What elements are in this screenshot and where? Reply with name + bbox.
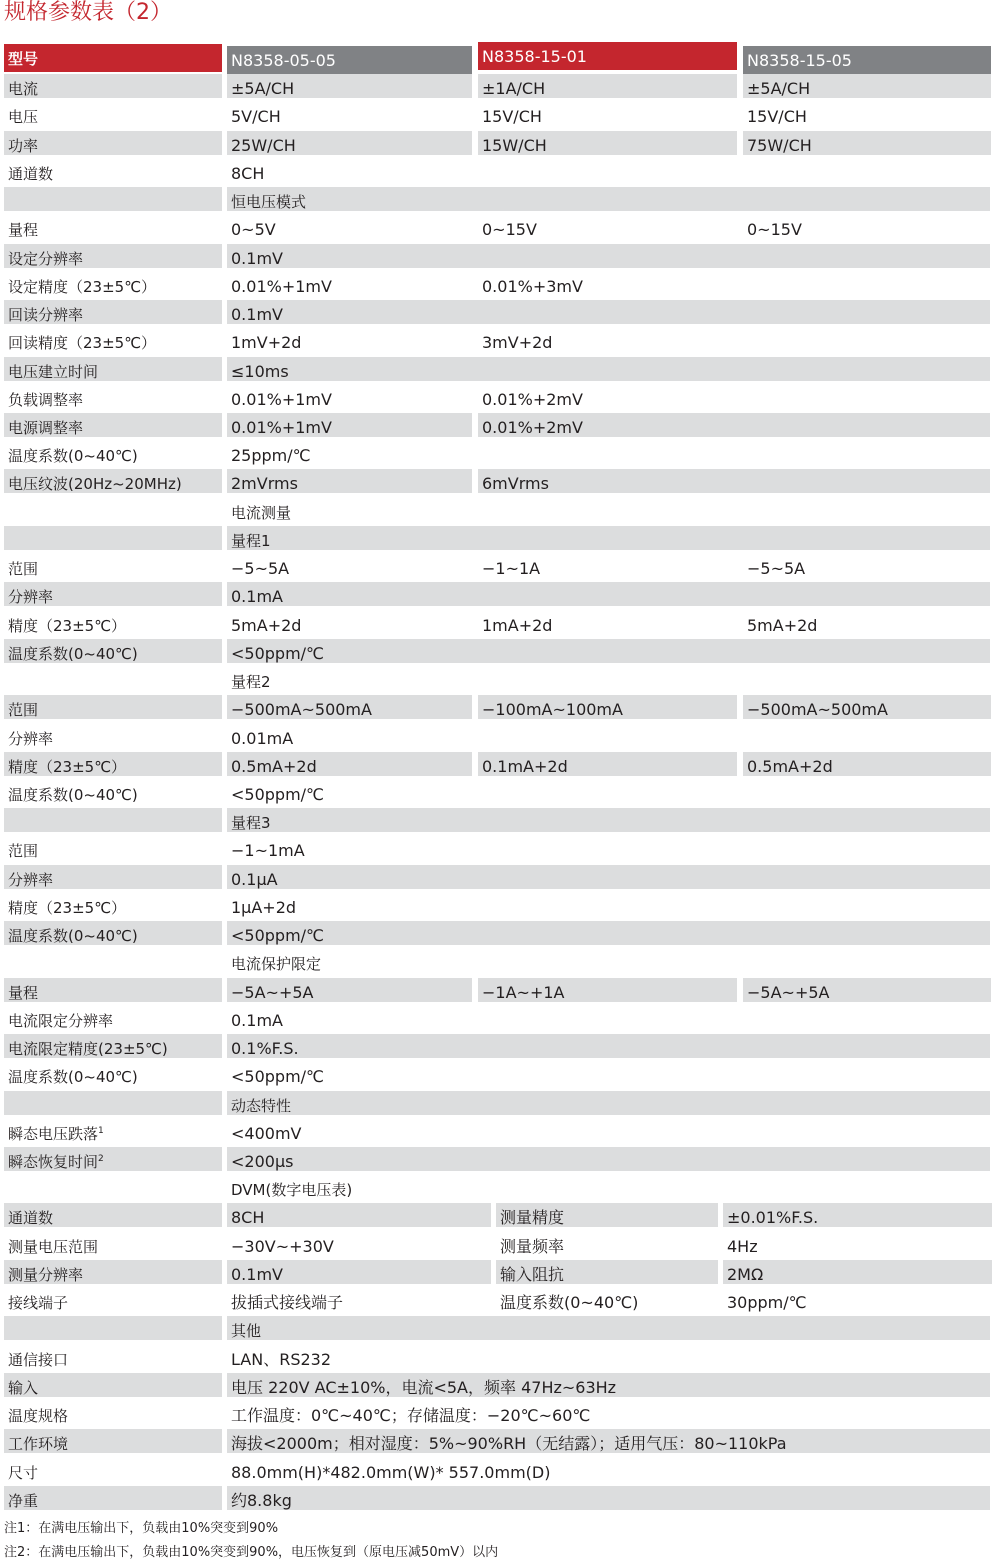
row-value: 1μA+2d [231,898,297,917]
row-value: 0.5mA+2d [227,752,472,776]
footnote-marker: 1 [98,1126,104,1136]
row-label: 功率 [4,131,222,155]
footnote-2: 注2：在满电压输出下，负载由10%突变到90%，电压恢复到（原电压减50mV）以内 [4,1545,499,1560]
row-value: 0.1mA [227,582,990,606]
row-label [4,526,222,550]
row-label: 负载调整率 [8,391,84,409]
section-heading: 电流保护限定 [231,955,322,973]
row-value: ±1A/CH [478,74,737,98]
footnote-marker: 2 [98,1154,104,1164]
header-model-2: N8358-15-01 [478,42,737,70]
row-value: 1mV+2d [231,333,302,352]
row-sublabel: 温度系数(0~40℃) [500,1293,639,1312]
row-value: −1A~+1A [478,978,737,1002]
row-label: 尺寸 [8,1464,39,1482]
row-value: 约8.8kg [227,1486,990,1510]
row-label: 范围 [8,842,39,860]
row-label: 测量分辨率 [4,1260,222,1284]
row-value: 0.1mA [231,1011,283,1030]
row-value: 5mA+2d [231,616,302,635]
row-value: ±0.01%F.S. [723,1203,992,1227]
row-value: −1~1mA [231,841,305,860]
row-value: −500mA~500mA [743,695,991,719]
row-value: 1mA+2d [482,616,553,635]
row-label: 电流限定精度(23±5℃) [4,1034,222,1058]
row-value: LAN、RS232 [231,1350,332,1369]
row-value: 0~15V [482,220,537,239]
row-value: 8CH [227,1203,491,1227]
row-value: 0.01%+1mV [231,390,332,409]
row-label: 通道数 [8,165,54,183]
row-label: 电流 [4,74,222,98]
row-value: 拔插式接线端子 [231,1293,344,1312]
row-value: 2mVrms [227,469,472,493]
row-value: 0.01%+3mV [482,277,583,296]
row-value: −1~1A [482,559,541,578]
row-label [4,667,222,691]
section-heading: 量程2 [231,673,271,691]
row-label [4,808,222,832]
section-heading: 恒电压模式 [227,187,990,211]
row-value: 5V/CH [231,107,281,126]
row-label: 范围 [4,695,222,719]
row-value: −5~5A [747,559,806,578]
section-heading: 电流测量 [231,504,292,522]
row-label: 分辨率 [8,730,54,748]
row-value: 5mA+2d [747,616,818,635]
row-value: 电压 220V AC±10%，电流<5A，频率 47Hz~63Hz [227,1373,990,1397]
row-label: 电流限定分辨率 [8,1012,114,1030]
row-value: 88.0mm(H)*482.0mm(W)* 557.0mm(D) [231,1463,551,1482]
row-label [4,1175,222,1199]
row-value: 15W/CH [478,131,737,155]
row-label: 量程 [4,978,222,1002]
row-value: 0~5V [231,220,276,239]
row-value: 25W/CH [227,131,472,155]
row-label: 通道数 [4,1203,222,1227]
row-label: 设定分辨率 [4,244,222,268]
header-model-3: N8358-15-05 [743,46,991,74]
row-label: 设定精度（23±5℃） [8,278,157,296]
row-value: −100mA~100mA [478,695,737,719]
section-heading: DVM(数字电压表) [231,1181,353,1199]
row-value: <200μs [227,1147,990,1171]
header-label: 型号 [4,44,222,72]
row-sublabel: 测量精度 [496,1203,718,1227]
row-value: <50ppm/℃ [231,1067,325,1086]
row-label: 工作环境 [4,1429,222,1453]
row-value: ≤10ms [227,357,990,381]
row-value: 15V/CH [482,107,542,126]
page-title: 规格参数表（2） [4,0,172,25]
footnote-1: 注1：在满电压输出下，负载由10%突变到90% [4,1521,279,1536]
section-heading: 量程1 [227,526,990,550]
row-label: 净重 [4,1486,222,1510]
row-value: 0.1mA+2d [478,752,737,776]
row-value: 0.1mV [227,300,990,324]
row-label: 温度系数(0~40℃) [4,921,222,945]
row-value: −500mA~500mA [227,695,472,719]
section-heading: 动态特性 [227,1091,990,1115]
row-sublabel: 输入阻抗 [496,1260,718,1284]
row-value: 3mV+2d [482,333,553,352]
row-value: 25ppm/℃ [231,446,311,465]
row-value: 6mVrms [478,469,990,493]
row-label: 电源调整率 [4,413,222,437]
row-value: <50ppm/℃ [227,921,990,945]
row-value: 8CH [231,164,265,183]
row-label: 输入 [4,1373,222,1397]
row-label: 瞬态电压跌落$^1$ [8,1125,104,1143]
row-value: <50ppm/℃ [231,785,325,804]
row-label: 温度规格 [8,1407,69,1425]
row-label: 瞬态恢复时间$^2$ [4,1147,222,1171]
row-label: 回读精度（23±5℃） [8,334,157,352]
row-value: 4Hz [727,1237,758,1256]
row-label: 精度（23±5℃） [4,752,222,776]
section-heading: 量程3 [227,808,990,832]
row-value: 工作温度：0℃~40℃；存储温度：−20℃~60℃ [231,1406,591,1425]
row-value: 海拔<2000m；相对湿度：5%~90%RH（无结露）；适用气压：80~110kPa [227,1429,990,1453]
row-value: 0.01%+2mV [478,413,990,437]
row-value: 0~15V [747,220,802,239]
row-value: 2MΩ [723,1260,992,1284]
row-value: 75W/CH [743,131,991,155]
row-label: 分辨率 [4,865,222,889]
header-model-1: N8358-05-05 [227,46,472,74]
row-value: −5~5A [231,559,290,578]
row-sublabel: 测量频率 [500,1237,565,1256]
row-label: 测量电压范围 [8,1238,99,1256]
row-value: −30V~+30V [231,1237,334,1256]
row-label: 范围 [8,560,39,578]
row-label: 分辨率 [4,582,222,606]
row-label: 回读分辨率 [4,300,222,324]
row-value: ±5A/CH [227,74,472,98]
row-value: 0.1mV [227,1260,491,1284]
row-value: <400mV [231,1124,302,1143]
row-label [4,498,222,522]
row-value: −5A~+5A [743,978,991,1002]
row-label [4,1091,222,1115]
row-value: 0.1mV [227,244,990,268]
row-value: 0.5mA+2d [743,752,991,776]
row-value: 15V/CH [747,107,807,126]
row-label: 量程 [8,221,39,239]
row-label: 精度（23±5℃） [8,617,127,635]
row-label: 温度系数(0~40℃) [8,1068,138,1086]
row-value: ±5A/CH [743,74,991,98]
row-value: 0.01%+1mV [227,413,472,437]
row-label [4,187,222,211]
row-value: <50ppm/℃ [227,639,990,663]
row-value: −5A~+5A [227,978,472,1002]
section-heading: 其他 [227,1316,990,1340]
row-label: 温度系数(0~40℃) [4,639,222,663]
row-label: 电压建立时间 [4,357,222,381]
row-value: 0.01%+1mV [231,277,332,296]
row-value: 0.01%+2mV [482,390,583,409]
row-label: 温度系数(0~40℃) [8,447,138,465]
row-label: 电压 [8,108,39,126]
row-label [4,1316,222,1340]
row-value: 0.1μA [227,865,990,889]
row-label: 电压纹波(20Hz~20MHz) [4,469,222,493]
row-label: 通信接口 [8,1351,69,1369]
row-label [4,949,222,973]
row-value: 0.1%F.S. [227,1034,990,1058]
row-label: 接线端子 [8,1294,69,1312]
row-value: 0.01mA [231,729,294,748]
row-label: 精度（23±5℃） [8,899,127,917]
row-label: 温度系数(0~40℃) [8,786,138,804]
row-value: 30ppm/℃ [727,1293,807,1312]
